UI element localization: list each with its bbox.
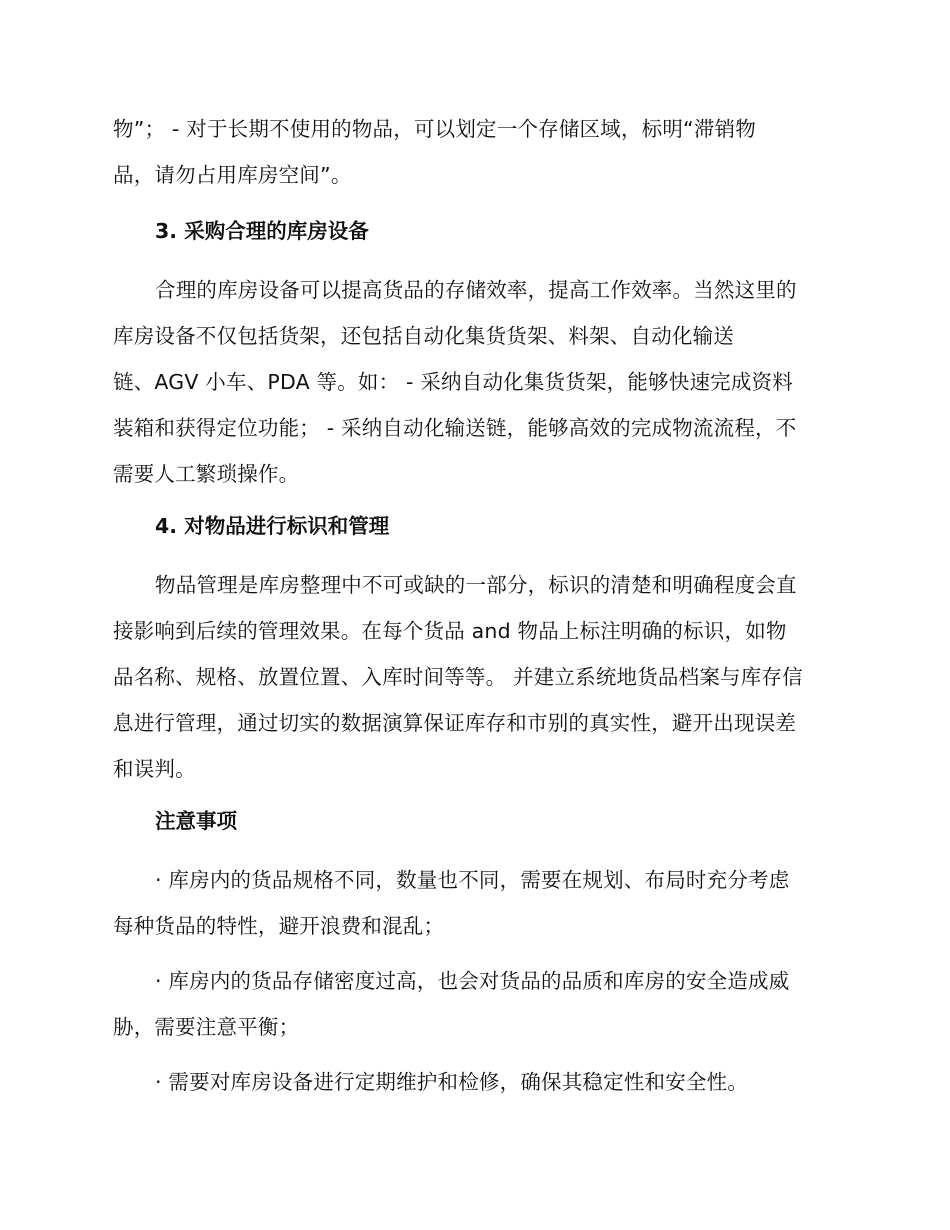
notes-heading: 注意事项 <box>155 809 237 833</box>
text-line: 息进行管理，通过切实的数据演算保证库存和市别的真实性，避开出现误差 <box>113 711 797 735</box>
text-line: 物品管理是库房整理中不可或缺的一部分，标识的清楚和明确程度会直 <box>155 573 797 597</box>
section3-paragraph <box>113 267 835 497</box>
text-line: 装箱和获得定位功能； - 采纳自动化输送链，能够高效的完成物流流程，不 <box>113 416 797 440</box>
text-line: 合理的库房设备可以提高货品的存储效率，提高工作效率。当然这里的 <box>155 278 797 302</box>
text-line: 每种货品的特性，避开浪费和混乱； <box>113 914 445 938</box>
notes-item-1 <box>113 857 835 949</box>
text-line: 品名称、规格、放置位置、入库时间等等。 并建立系统地货品档案与库存信 <box>113 665 803 689</box>
section-heading-3: 3. 采购合理的库房设备 <box>155 219 369 243</box>
section-heading-4: 4. 对物品进行标识和管理 <box>155 514 390 538</box>
paragraph-continuation <box>113 106 835 198</box>
text-line: 接影响到后续的管理效果。在每个货品 and 物品上标注明确的标识，如物 <box>113 619 787 643</box>
text-line: 链、AGV 小车、PDA 等。如： - 采纳自动化集货货架，能够快速完成资料 <box>113 370 793 394</box>
notes-item-3 <box>113 1059 835 1105</box>
text-line: 胁，需要注意平衡； <box>113 1015 300 1039</box>
text-line: · 需要对库房设备进行定期维护和检修，确保其稳定性和安全性。 <box>155 1070 749 1094</box>
text-line: 品，请勿占用库房空间”。 <box>113 163 352 187</box>
text-line: 物”； - 对于长期不使用的物品，可以划定一个存储区域，标明“滞销物 <box>113 117 756 141</box>
section4-paragraph <box>113 562 835 792</box>
text-line: 库房设备不仅包括货架，还包括自动化集货货架、料架、自动化输送 <box>113 324 734 348</box>
text-line: 和误判。 <box>113 757 196 781</box>
text-line: 需要人工繁琐操作。 <box>113 462 300 486</box>
notes-item-2 <box>113 958 835 1050</box>
text-line: · 库房内的货品规格不同，数量也不同，需要在规划、布局时充分考虑 <box>155 868 790 892</box>
text-line: · 库房内的货品存储密度过高，也会对货品的品质和库房的安全造成威 <box>155 969 790 993</box>
